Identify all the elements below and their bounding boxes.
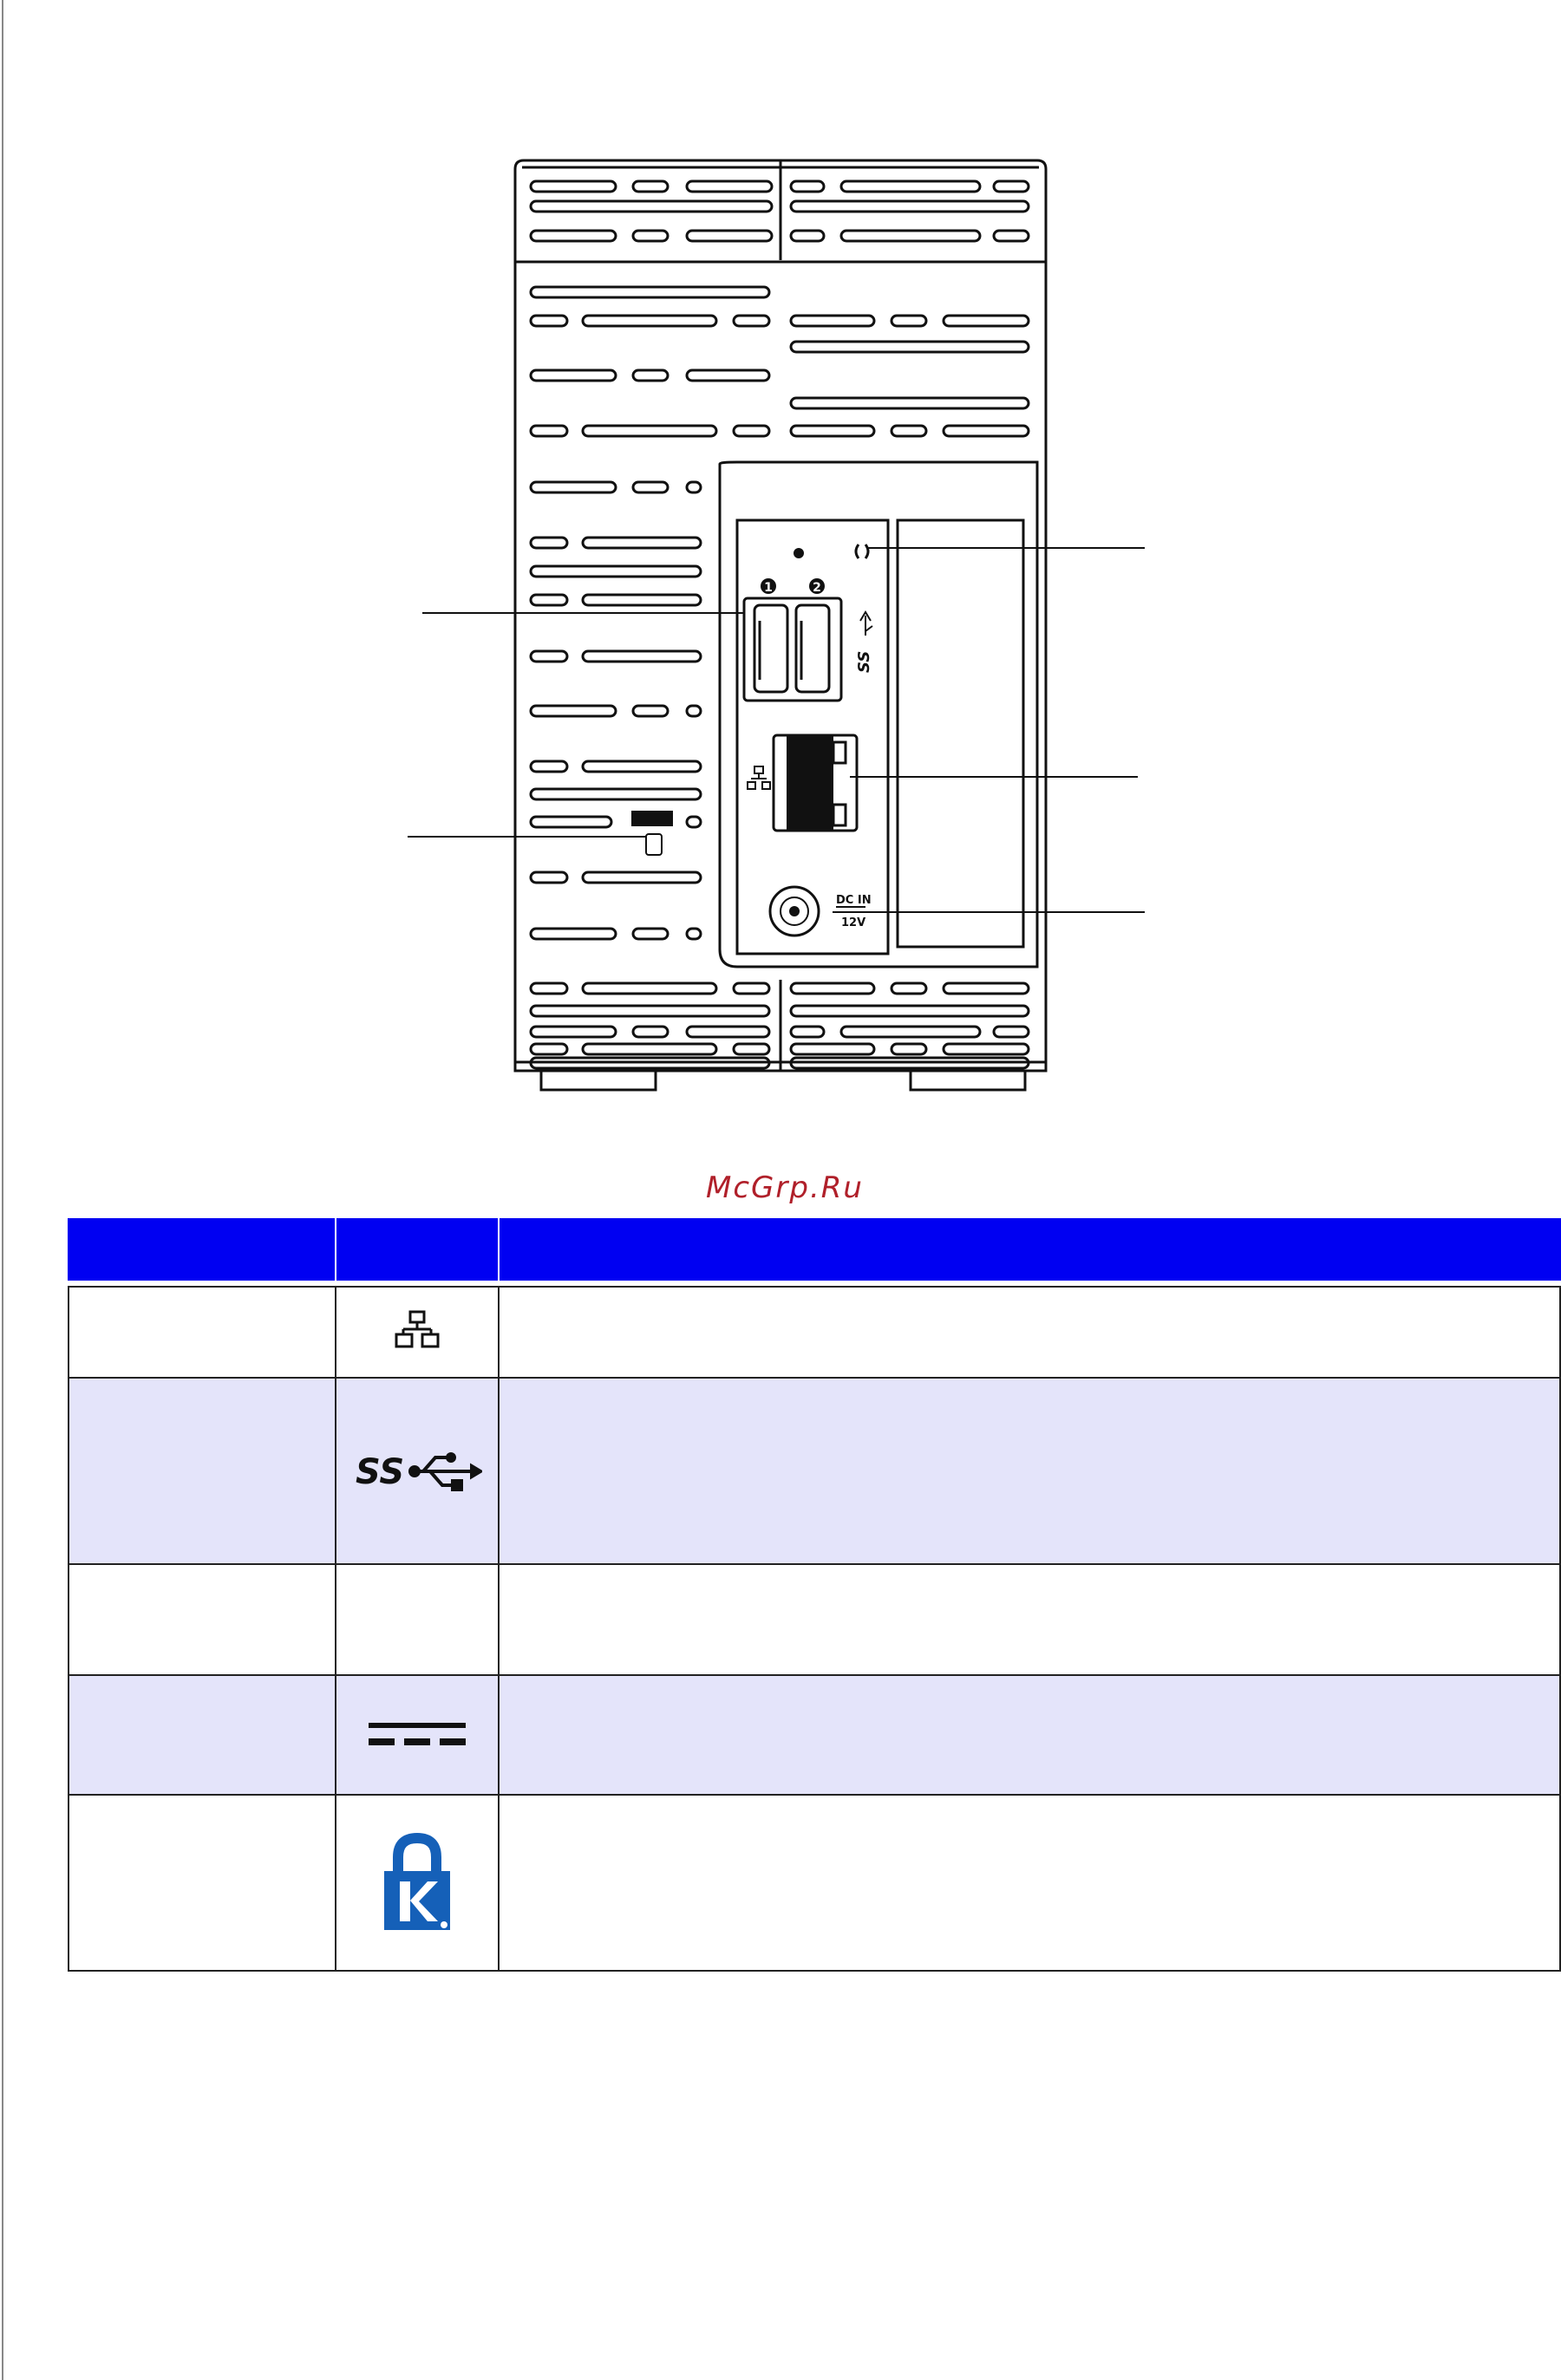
vent-slot: [583, 872, 701, 883]
kensington-slot-glyph: [646, 834, 662, 855]
vent-slot: [791, 342, 1029, 352]
vent-slot: [583, 651, 701, 662]
row-description: [498, 1286, 1561, 1377]
vent-slot: [633, 231, 668, 241]
vent-slot: [734, 426, 769, 436]
vent-slot: [687, 817, 701, 827]
vent-slot: [892, 1044, 926, 1054]
vent-slot: [841, 231, 980, 241]
row-description: [498, 1794, 1561, 1972]
row-description: [498, 1563, 1561, 1674]
device-rear-panel-figure: [399, 147, 1179, 1101]
vent-slot: [791, 398, 1029, 408]
vent-slot: [583, 1044, 716, 1054]
dc-voltage-label: 12V: [841, 916, 866, 929]
row-description: [498, 1377, 1561, 1563]
vent-slot: [687, 181, 772, 192]
vent-slot: [734, 1044, 769, 1054]
vent-slot: [583, 983, 716, 994]
vent-slot: [734, 316, 769, 326]
row-port-name: [68, 1377, 335, 1563]
vent-slot: [633, 706, 668, 716]
vent-slot: [531, 482, 616, 492]
vent-slot: [583, 538, 701, 548]
vent-slot: [633, 181, 668, 192]
usb-3-superspeed-icon: [352, 1445, 482, 1497]
ethernet-icon: [391, 1307, 443, 1359]
vent-slot: [531, 287, 769, 297]
table-row: [68, 1674, 1561, 1794]
table-row: [68, 1377, 1561, 1563]
kensington-lock-icon: [381, 1831, 454, 1935]
table-row: [68, 1563, 1561, 1674]
vent-slot: [531, 789, 701, 799]
row-port-name: [68, 1674, 335, 1794]
vent-slot: [531, 316, 567, 326]
vent-slot: [994, 1027, 1029, 1037]
vent-slot: [531, 181, 616, 192]
vent-slot: [633, 1027, 668, 1037]
svg-text:SS: SS: [356, 1451, 405, 1492]
vent-slot: [531, 370, 616, 381]
page-left-rule: [2, 0, 3, 2380]
vent-slot: [531, 538, 567, 548]
vent-slot: [791, 1044, 874, 1054]
vent-slot: [531, 872, 567, 883]
vent-slot: [531, 651, 567, 662]
vent-slot: [994, 231, 1029, 241]
vent-slot: [791, 181, 824, 192]
ports-table: [68, 1218, 1561, 1972]
dc-in-label: DC IN: [836, 894, 872, 907]
header-cell-port: [68, 1218, 335, 1281]
ethernet-jack: [787, 735, 833, 831]
vent-slot: [531, 929, 616, 939]
vent-slot: [791, 1006, 1029, 1016]
vent-slot: [892, 983, 926, 994]
vent-slot: [583, 316, 716, 326]
header-cell-icon: [335, 1218, 498, 1281]
vent-slot: [531, 595, 567, 605]
vent-slot: [791, 316, 874, 326]
vent-slot: [687, 231, 772, 241]
power-led: [794, 548, 804, 558]
table-row: [68, 1286, 1561, 1377]
vent-slot: [841, 1027, 980, 1037]
vent-slot: [531, 761, 567, 772]
row-port-name: [68, 1563, 335, 1674]
vent-slot: [734, 983, 769, 994]
dc-power-icon: [365, 1718, 469, 1752]
row-icon-cell: [335, 1286, 498, 1377]
row-icon-cell: [335, 1674, 498, 1794]
left-foot: [541, 1071, 656, 1090]
vent-slot: [531, 201, 772, 212]
vent-slot: [994, 181, 1029, 192]
vent-slot: [687, 482, 701, 492]
vent-slot: [687, 370, 769, 381]
row-port-name: [68, 1286, 335, 1377]
vent-slot: [944, 316, 1029, 326]
usb-port-1-number: 1: [764, 581, 773, 595]
vent-slot: [841, 181, 980, 192]
vent-slot: [583, 761, 701, 772]
usb-port-2-number: 2: [813, 581, 821, 595]
vent-slot: [531, 706, 616, 716]
drive-label-area: [898, 520, 1023, 947]
vent-slot: [944, 983, 1029, 994]
vent-slot: [633, 482, 668, 492]
vent-slot: [531, 231, 616, 241]
header-cell-description: [498, 1218, 1561, 1281]
vent-slot: [531, 1044, 567, 1054]
vent-slot: [531, 1006, 769, 1016]
vent-slot: [791, 983, 874, 994]
vent-slot: [687, 1027, 769, 1037]
usb-ss-glyph: [860, 612, 872, 636]
vent-slot: [531, 983, 567, 994]
watermark: McGrp.Ru: [706, 1170, 864, 1205]
vent-slot: [583, 426, 716, 436]
vent-slot: [944, 1044, 1029, 1054]
vent-slot: [633, 370, 668, 381]
vent-slot: [531, 1027, 616, 1037]
right-foot: [911, 1071, 1025, 1090]
network-glyph: [748, 766, 770, 789]
row-icon-cell: [335, 1563, 498, 1674]
vent-slot: [531, 426, 567, 436]
row-icon-cell: [335, 1377, 498, 1563]
table-row: [68, 1794, 1561, 1972]
vent-slot: [791, 231, 824, 241]
vent-slot: [944, 426, 1029, 436]
row-icon-cell: [335, 1794, 498, 1972]
row-description: [498, 1674, 1561, 1794]
vent-slot: [892, 426, 926, 436]
vent-slot: [583, 595, 701, 605]
vent-slot: [791, 1027, 824, 1037]
vent-slot: [687, 706, 701, 716]
vent-slot: [633, 929, 668, 939]
port-panel-outline: [720, 462, 1037, 967]
table-header-row: [68, 1218, 1561, 1281]
vent-slot: [791, 426, 874, 436]
svg-text:SS: SS: [855, 650, 873, 673]
vent-slot: [791, 201, 1029, 212]
vent-slot: [687, 929, 701, 939]
kensington-slot: [631, 811, 673, 826]
row-port-name: [68, 1794, 335, 1972]
vent-slot: [531, 566, 701, 577]
vent-slot: [531, 817, 611, 827]
vent-slot: [892, 316, 926, 326]
